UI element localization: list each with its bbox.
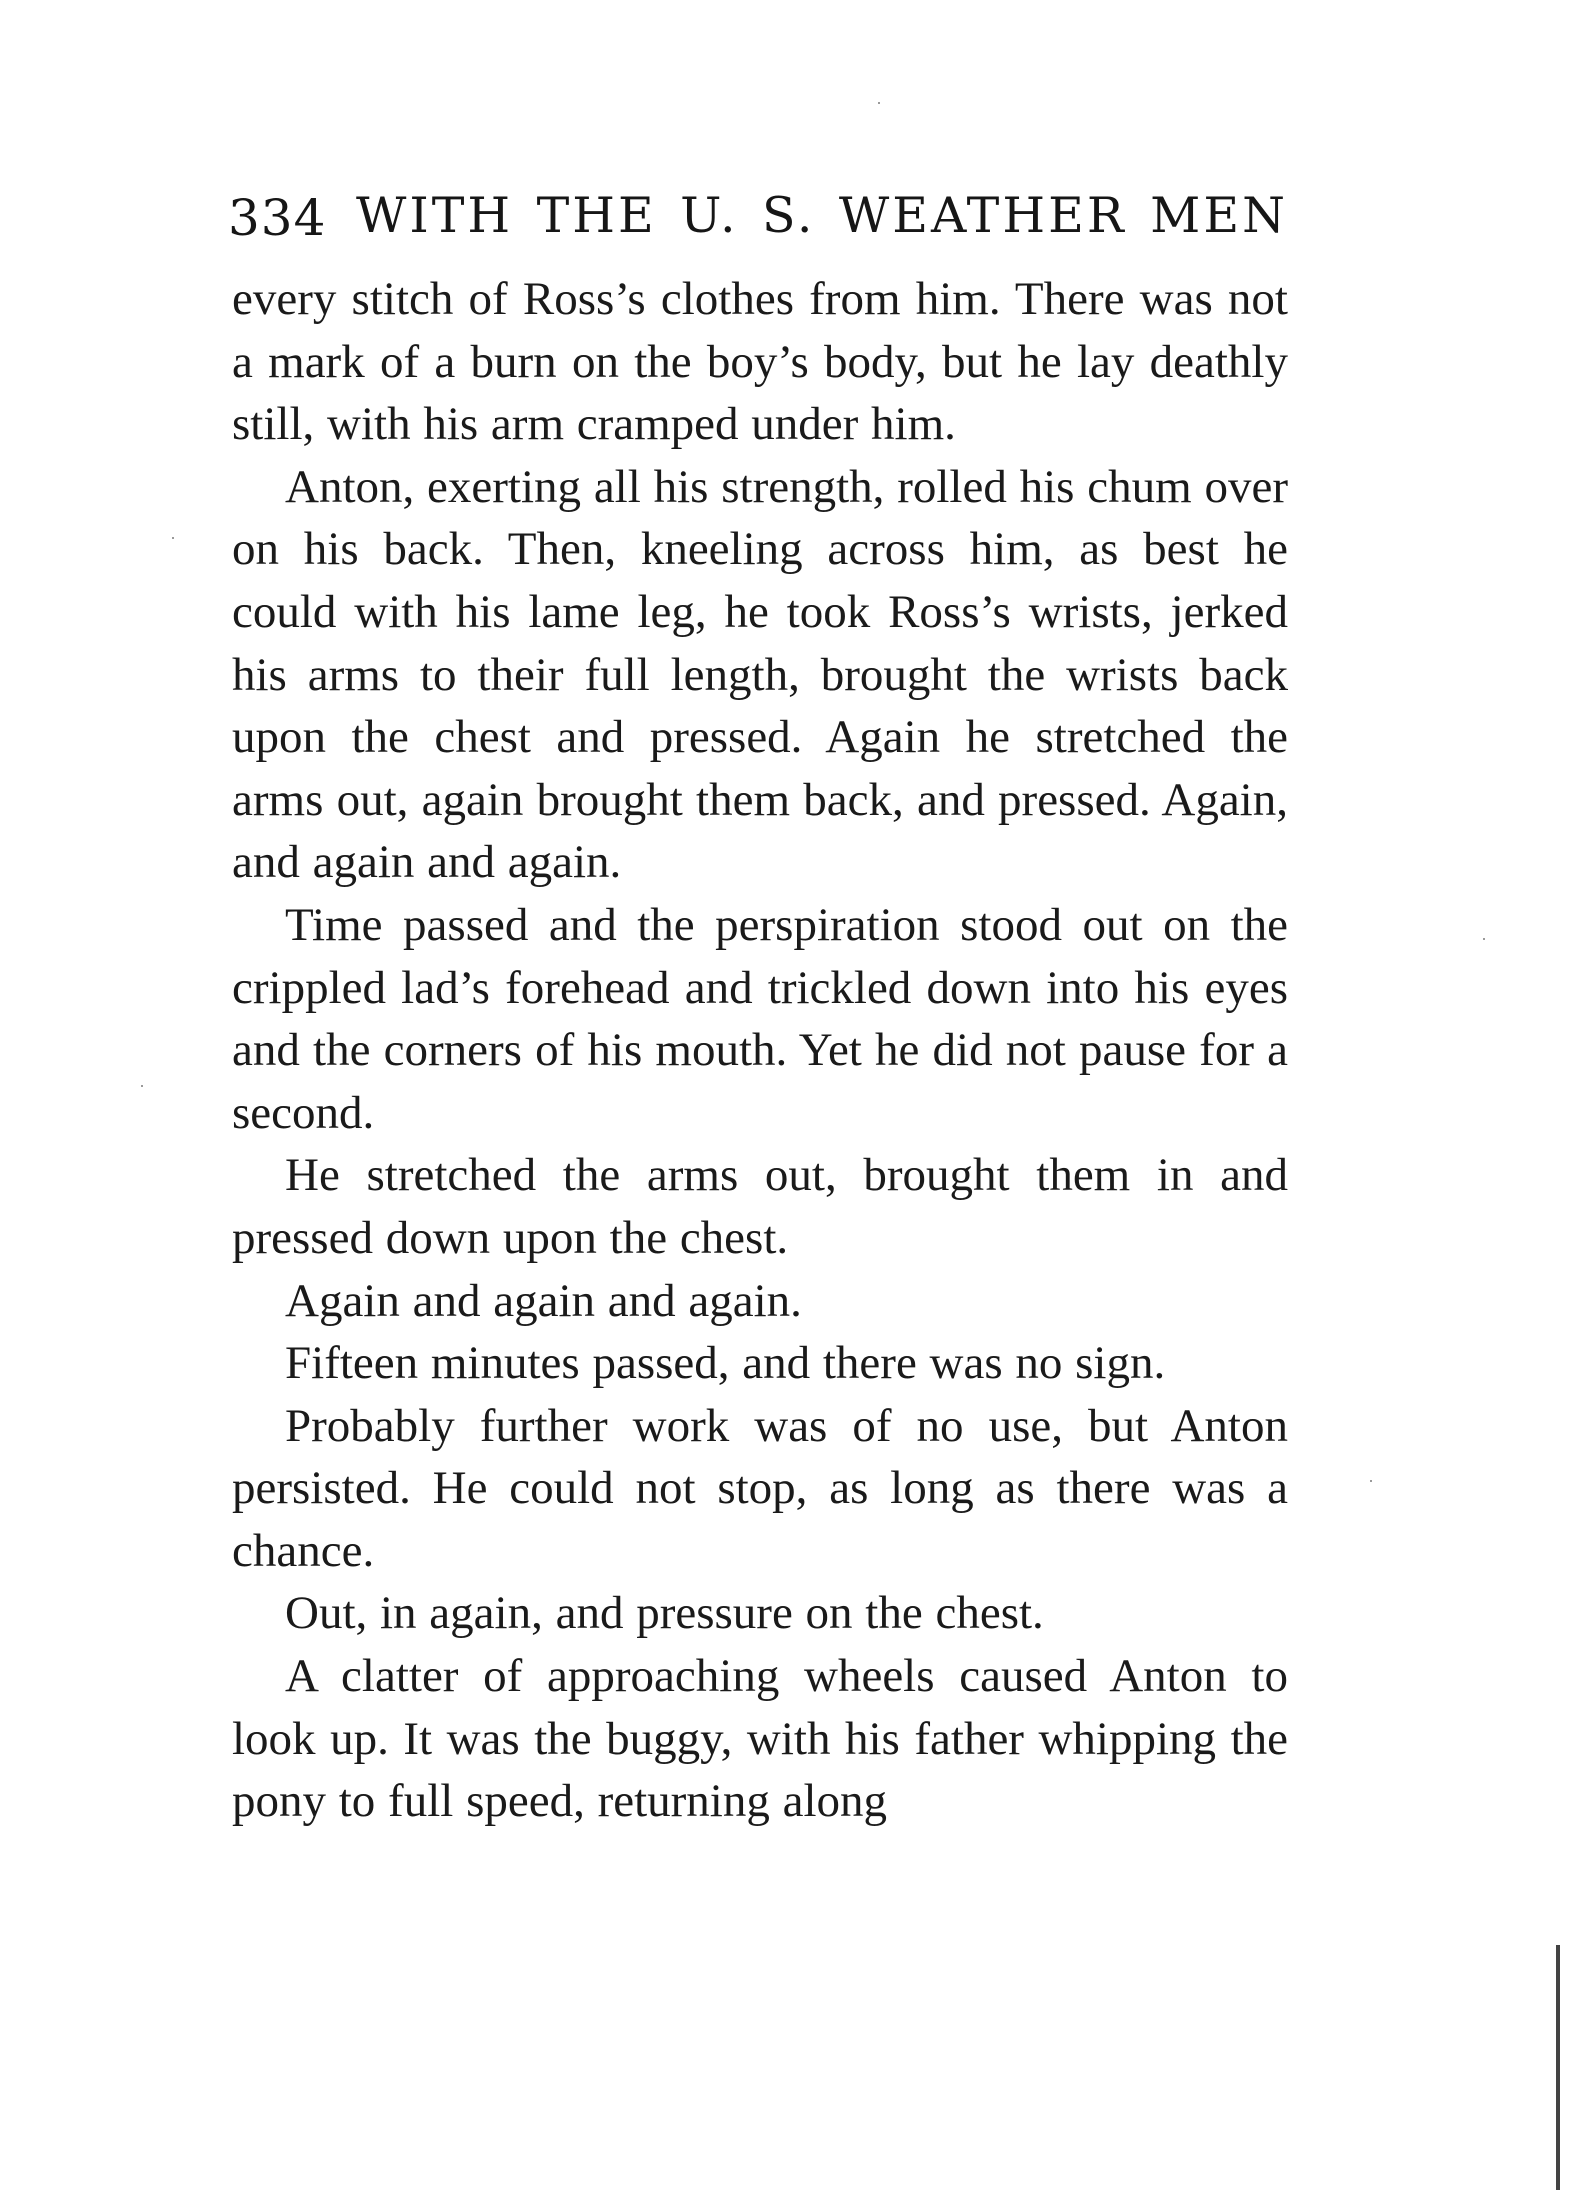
paragraph-9: A clatter of approaching wheels caused Anton to look up. It was the buggy, with his father whipping the pony to full speed, returning along: [232, 1650, 1288, 1828]
scan-speck: [141, 1085, 143, 1087]
scan-speck: [878, 102, 880, 104]
paragraph-4: He stretched the arms out, brought them in and pressed down upon the chest.: [232, 1149, 1288, 1264]
running-title: WITH THE U. S. WEATHER MEN: [356, 187, 1288, 244]
paragraph-5: Again and again and again.: [285, 1274, 802, 1327]
scan-speck: [1483, 938, 1485, 940]
page-number: 334: [228, 189, 327, 247]
paragraph-2: Anton, exerting all his strength, rolled his chum over on his back. Then, kneeling across him, as best he could with his lame leg, he took Ross’s wrists, jerked his arms to their full length, brought the wrists back upon the chest and pressed. Again he stretched the arms out, again brought them back, and pressed. Again, and again and again.: [232, 460, 1288, 889]
paragraph-7: Probably further work was of no use, but Anton persisted. He could not stop, as long as there was a chance.: [232, 1399, 1288, 1577]
paragraph-1: every stitch of Ross’s clothes from him. There was not a mark of a burn on the boy’s body, but he lay deathly still, with his arm cramped under him.: [232, 273, 1288, 451]
paragraph-6: Fifteen minutes passed, and there was no sign.: [285, 1337, 1166, 1390]
running-head: [228, 180, 1288, 260]
paragraph-3: Time passed and the perspiration stood out on the crippled lad’s forehead and trickled down into his eyes and the corners of his mouth. Yet he did not pause for a second.: [232, 898, 1288, 1139]
scan-speck: [1370, 1480, 1372, 1482]
body-text: [232, 268, 1288, 1833]
scan-edge-mark: [1556, 1945, 1560, 2190]
paragraph-8: Out, in again, and pressure on the chest.: [285, 1587, 1044, 1640]
scan-speck: [172, 537, 174, 539]
